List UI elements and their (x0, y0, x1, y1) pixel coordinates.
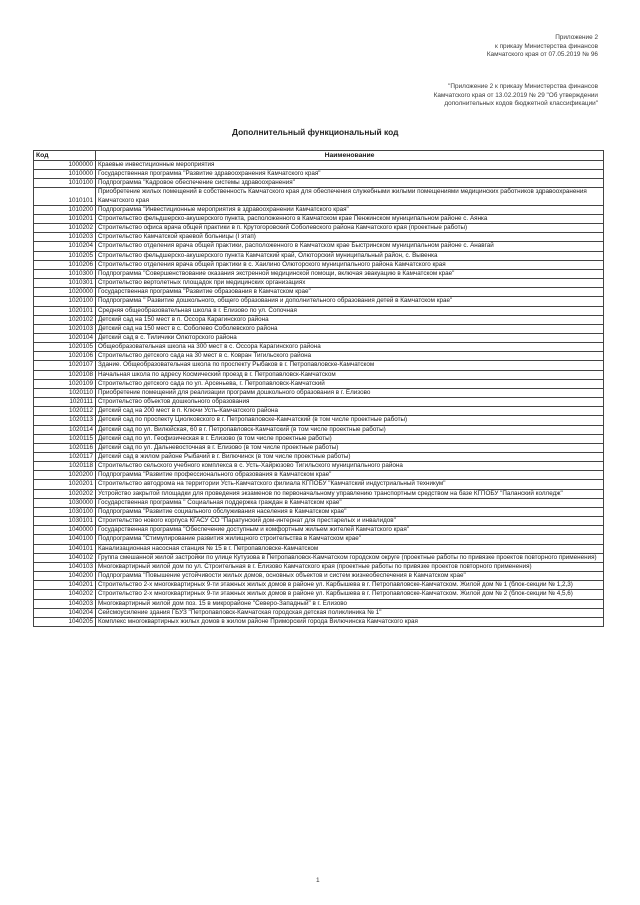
row-code: 1020113 (34, 416, 96, 425)
row-name: Строительство сельского учебного комплекса в с. Усть-Хайрюзово Тигильского муниципального района (96, 462, 604, 471)
table-row (34, 214, 604, 223)
original-order-reference (298, 83, 598, 109)
row-name: Строительство автодрома на территории Усть-Камчатского филиала КГПОБУ "Камчатский индустриальный техникум" (96, 480, 604, 489)
table-row (34, 471, 604, 480)
row-name: Детский сад на 150 мест в п. Оссора Карагинского района (96, 315, 604, 324)
row-code: 1020105 (34, 343, 96, 352)
table-row (34, 179, 604, 188)
row-code: 1020202 (34, 489, 96, 498)
row-name: Начальная школа по адресу Космический проезд в г. Петропавловск-Камчатском (96, 370, 604, 379)
row-name: Строительство вертолетных площадок при медицинских организациях (96, 279, 604, 288)
table-row (34, 535, 604, 544)
row-code: 1030101 (34, 517, 96, 526)
row-code: 1020114 (34, 425, 96, 434)
row-name: Строительство отделения врача общей практики в с. Хаилино Олюторского муниципального района Камчатского края (96, 260, 604, 269)
table-row (34, 333, 604, 342)
row-code: 1040200 (34, 572, 96, 581)
table-row (34, 462, 604, 471)
row-name: Детский сад на 200 мест в п. Ключи Усть-Камчатского района (96, 407, 604, 416)
row-name: Детский сад по ул. Вилюйская, 60 в г. Петропавловск-Камчатский (в том числе проектные работы) (96, 425, 604, 434)
row-code: 1040204 (34, 608, 96, 617)
table-row (34, 608, 604, 617)
row-name: Строительство детского сада на 30 мест в с. Ковран Тигильского района (96, 352, 604, 361)
table-row (34, 517, 604, 526)
row-name: Средняя общеобразовательная школа в г. Елизово по ул. Сопочная (96, 306, 604, 315)
row-code: 1020109 (34, 379, 96, 388)
row-code: 1020101 (34, 306, 96, 315)
row-name: Строительство 2-х многоквартирных 9-ти этажных жилых домов в районе ул. Карбышева в г. Петропавловске-Камчатском. Жилой дом № 1 (блок-секции № 1,2,3) (96, 581, 604, 590)
table-row (34, 407, 604, 416)
table-row (34, 398, 604, 407)
row-name: Подпрограмма "Инвестиционные мероприятия в здравоохранении Камчатского края" (96, 205, 604, 214)
row-name: Строительство детского сада по ул. Арсеньева, г. Петропавловск-Камчатский (96, 379, 604, 388)
row-code: 1020110 (34, 388, 96, 397)
header-line-6: дополнительных кодов бюджетной классификации" (444, 100, 598, 108)
row-code: 1010202 (34, 224, 96, 233)
table-row (34, 388, 604, 397)
table-row (34, 315, 604, 324)
table-row (34, 443, 604, 452)
row-code: 1020102 (34, 315, 96, 324)
row-code: 1040000 (34, 526, 96, 535)
row-code: 1040101 (34, 544, 96, 553)
row-code: 1010201 (34, 214, 96, 223)
table-row (34, 361, 604, 370)
row-name: Детский сад на 150 мест в с. Соболево Соболевского района (96, 324, 604, 333)
row-name: Строительство отделения врача общей практики, расположенного в Камчатском крае Быстринском муниципальном районе с. Анавгай (96, 242, 604, 251)
row-code: 1010000 (34, 170, 96, 179)
table-row (34, 188, 604, 205)
row-name: Устройство закрытой площадки для проведения экзаменов по первоначальному управлению транспортным средством на базе КГПОБУ "Паланский колледж" (96, 489, 604, 498)
column-header-code: Код (34, 151, 96, 161)
row-name: Краевые инвестиционные мероприятия (96, 161, 604, 170)
row-code: 1020201 (34, 480, 96, 489)
row-code: 1040202 (34, 590, 96, 599)
row-code: 1020200 (34, 471, 96, 480)
row-name: Детский сад по ул. Геофизическая в г. Елизово (в том числе проектные работы) (96, 434, 604, 443)
row-code: 1040203 (34, 599, 96, 608)
row-name: Строительство Камчатской краевой больницы (I этап) (96, 233, 604, 242)
table-row (34, 370, 604, 379)
row-name: Приобретение жилых помещений в собственность Камчатского края для обеспечения служебными жилыми помещениями медицинских работников здравоохранения Камчатского края (96, 188, 604, 205)
row-code: 1020104 (34, 333, 96, 342)
row-name: Многоквартирный жилой дом поз. 15 в микрорайоне "Северо-Западный" в г. Елизово (96, 599, 604, 608)
header-line-1: Приложение 2 (555, 34, 598, 41)
row-code: 1020111 (34, 398, 96, 407)
order-reference-header (298, 34, 598, 60)
row-code: 1030000 (34, 498, 96, 507)
row-code: 1040205 (34, 617, 96, 626)
table-row (34, 453, 604, 462)
row-code: 1010101 (34, 188, 96, 205)
table-row (34, 434, 604, 443)
row-code: 1010100 (34, 179, 96, 188)
table-row (34, 480, 604, 489)
table-row (34, 251, 604, 260)
row-name: Государственная программа "Развитие образования в Камчатском крае" (96, 288, 604, 297)
row-code: 1010300 (34, 269, 96, 278)
header-line-3: Камчатского края от 07.05.2019 № 96 (486, 51, 598, 59)
row-name: Детский сад по ул. Дальневосточная в г. Елизово (в том числе проектные работы) (96, 443, 604, 452)
column-header-name: Наименование (96, 151, 604, 161)
table-row (34, 288, 604, 297)
table-row (34, 233, 604, 242)
row-code: 1010205 (34, 251, 96, 260)
table-row (34, 343, 604, 352)
row-name: Строительство фельдшерско-акушерского пункта, расположенного в Камчатском крае Пенжинском муниципальном районе с. Аянка (96, 214, 604, 223)
row-code: 1010206 (34, 260, 96, 269)
row-name: Государственная программа " Социальная поддержка граждан в Камчатском крае" (96, 498, 604, 507)
row-name: Строительство 2-х многоквартирных 9-ти этажных жилых домов в районе ул. Карбышева в г. Петропавловске-Камчатском. Жилой дом № 2 (блок-секции № 4,5,6) (96, 590, 604, 599)
table-row (34, 572, 604, 581)
row-name: Приобретение помещений для реализации программ дошкольного образования в г. Елизово (96, 388, 604, 397)
table-row (34, 489, 604, 498)
table-row (34, 425, 604, 434)
row-name: Общеобразовательная школа на 300 мест в с. Оссора Карагинского района (96, 343, 604, 352)
table-row (34, 544, 604, 553)
row-code: 1040201 (34, 581, 96, 590)
table-row (34, 269, 604, 278)
table-row (34, 170, 604, 179)
row-name: Подпрограмма "Развитие социального обслуживания населения в Камчатском крае" (96, 507, 604, 516)
table-row (34, 617, 604, 626)
row-code: 1020115 (34, 434, 96, 443)
table-row (34, 306, 604, 315)
row-name: Комплекс многоквартирных жилых домов в жилом районе Приморский города Вилючинска Камчатского края (96, 617, 604, 626)
table-row (34, 297, 604, 306)
row-name: Детский сад в жилом районе Рыбачий в г. Вилючинск (в том числе проектные работы) (96, 453, 604, 462)
table-row (34, 260, 604, 269)
row-code: 1020107 (34, 361, 96, 370)
row-name: Многоквартирный жилой дом по ул. Строительная в г. Елизово Камчатского края (проектные работы по привязке проектов повторного применения) (96, 562, 604, 571)
table-row (34, 498, 604, 507)
row-name: Строительство нового корпуса КГАСУ СО "Паратунский дом-интернат для престарелых и инвалидов" (96, 517, 604, 526)
row-name: Подпрограмма "Совершенствование оказания экстренной медицинской помощи, включая эвакуацию в Камчатском крае" (96, 269, 604, 278)
row-code: 1020103 (34, 324, 96, 333)
page-number: 1 (316, 877, 320, 884)
table-row (34, 590, 604, 599)
table-header-row (34, 151, 604, 161)
row-code: 1040100 (34, 535, 96, 544)
row-code: 1020100 (34, 297, 96, 306)
row-name: Подпрограмма "Развитие профессионального образования в Камчатском крае" (96, 471, 604, 480)
row-name: Строительство фельдшерско-акушерского пункта Камчатский край, Олюторский муниципальный район, с. Вывенка (96, 251, 604, 260)
table-row (34, 242, 604, 251)
table-row (34, 581, 604, 590)
row-code: 1020112 (34, 407, 96, 416)
row-code: 1020108 (34, 370, 96, 379)
row-name: Детский сад в с. Тиличики Олюторского района (96, 333, 604, 342)
row-name: Подпрограмма " Развитие дошкольного, общего образования и дополнительного образования детей в Камчатском крае" (96, 297, 604, 306)
table-row (34, 562, 604, 571)
row-code: 1030100 (34, 507, 96, 516)
table-row (34, 599, 604, 608)
codes-table (33, 150, 604, 627)
row-code: 1040102 (34, 553, 96, 562)
row-code: 1020106 (34, 352, 96, 361)
table-body (34, 161, 604, 627)
row-code: 1000000 (34, 161, 96, 170)
header-line-4: "Приложение 2 к приказу Министерства финансов (448, 83, 598, 90)
row-code: 1010200 (34, 205, 96, 214)
table-row (34, 352, 604, 361)
row-name: Подпрограмма "Кадровое обеспечение системы здравоохранения" (96, 179, 604, 188)
row-code: 1020000 (34, 288, 96, 297)
table-row (34, 224, 604, 233)
header-line-5: Камчатского края от 13.02.2019 № 29 "Об утверждении (433, 91, 598, 99)
row-name: Государственная программа "Развитие здравоохранения Камчатского края" (96, 170, 604, 179)
row-code: 1020117 (34, 453, 96, 462)
table-row (34, 526, 604, 535)
table-row (34, 205, 604, 214)
row-name: Здание. Общеобразовательная школа по проспекту Рыбаков в г. Петропавловске-Камчатском (96, 361, 604, 370)
table-row (34, 324, 604, 333)
row-name: Строительство объектов дошкольного образования (96, 398, 604, 407)
row-name: Подпрограмма "Повышение устойчивости жилых домов, основных объектов и систем жизнеобеспечения в Камчатском крае" (96, 572, 604, 581)
row-name: Подпрограмма "Стимулирование развития жилищного строительства в Камчатском крае" (96, 535, 604, 544)
header-line-2: к приказу Министерства финансов (495, 42, 598, 50)
table-row (34, 507, 604, 516)
table-row (34, 279, 604, 288)
row-code: 1010204 (34, 242, 96, 251)
row-code: 1020118 (34, 462, 96, 471)
document-title: Дополнительный функциональный код (232, 127, 399, 137)
row-name: Канализационная насосная станция № 15 в г. Петропавловске-Камчатском (96, 544, 604, 553)
table-row (34, 161, 604, 170)
table-row (34, 553, 604, 562)
row-name: Детский сад по проспекту Циолковского в г. Петропавловске-Камчатский (в том числе проектные работы) (96, 416, 604, 425)
table-row (34, 379, 604, 388)
row-name: Государственная программа "Обеспечение доступным и комфортным жильем жителей Камчатского края" (96, 526, 604, 535)
row-name: Группа смешанной жилой застройки по улице Кутузова в Петропавловск-Камчатском городском округе (проектные работы по привязке проектов повторного применения) (96, 553, 604, 562)
row-code: 1010203 (34, 233, 96, 242)
table-row (34, 416, 604, 425)
row-code: 1010301 (34, 279, 96, 288)
row-code: 1020116 (34, 443, 96, 452)
row-name: Строительство офиса врача общей практики в п. Крутогоровский Соболевского района Камчатского края (проектные работы) (96, 224, 604, 233)
row-code: 1040103 (34, 562, 96, 571)
row-name: Сейсмоусиление здания ГБУЗ "Петропавловск-Камчатская городская детская поликлиника № 1" (96, 608, 604, 617)
